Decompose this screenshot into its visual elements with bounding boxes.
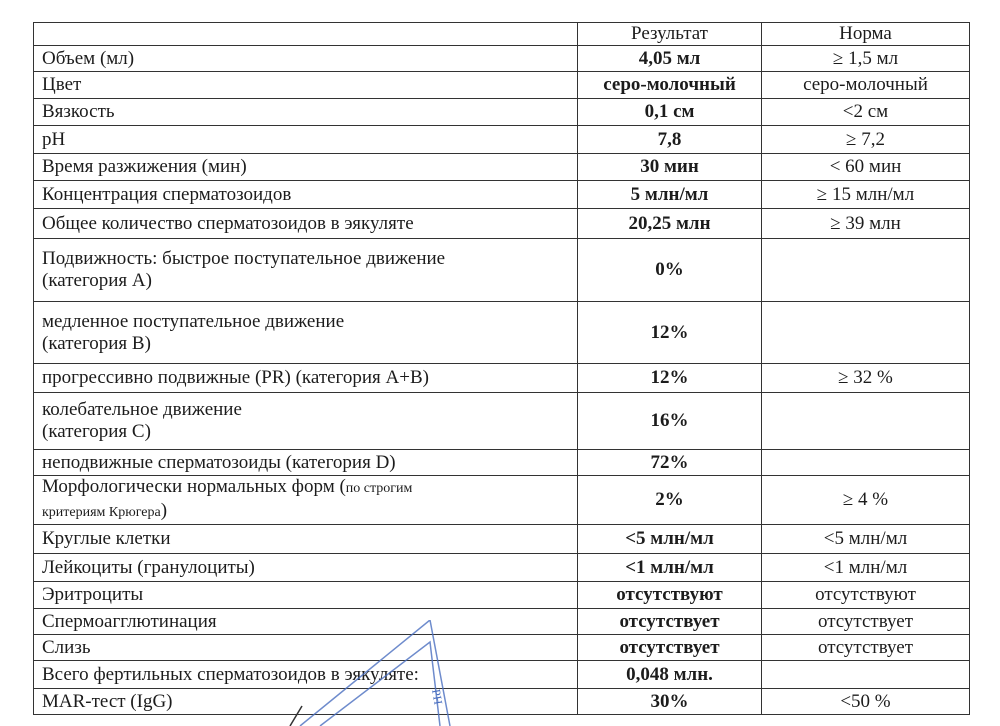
row-label bbox=[34, 154, 578, 181]
table-row bbox=[34, 609, 970, 635]
semen-analysis-table bbox=[33, 22, 970, 715]
label-text: по строгим bbox=[345, 481, 413, 496]
table-row bbox=[34, 554, 970, 582]
row-label bbox=[34, 661, 578, 689]
table-row bbox=[34, 476, 970, 525]
row-label bbox=[34, 393, 578, 450]
row-label bbox=[34, 99, 578, 126]
row-label bbox=[34, 239, 578, 302]
result-value: отсутствует bbox=[578, 635, 762, 661]
row-label bbox=[34, 209, 578, 239]
label-text: медленное поступательное движение bbox=[42, 310, 345, 332]
label-text: неподвижные сперматозоиды (категория D) bbox=[42, 451, 396, 473]
table-row bbox=[34, 46, 970, 72]
norm-value bbox=[762, 450, 970, 476]
row-label bbox=[34, 554, 578, 582]
row-label bbox=[34, 582, 578, 609]
label-text: Всего фертильных сперматозоидов в эякуляте: bbox=[42, 663, 419, 685]
result-value: 0% bbox=[578, 239, 762, 302]
norm-value: <50 % bbox=[762, 689, 970, 715]
table-row bbox=[34, 126, 970, 154]
table-row bbox=[34, 661, 970, 689]
label-text: колебательное движение bbox=[42, 399, 242, 420]
row-label bbox=[34, 450, 578, 476]
table-row bbox=[34, 393, 970, 450]
label-text: Общее количество сперматозоидов в эякуляте bbox=[42, 212, 414, 234]
label-text: прогрессивно подвижные (PR) (категория А+В) bbox=[42, 367, 429, 388]
result-value: <1 млн/мл bbox=[578, 554, 762, 582]
label-text: Лейкоциты (гранулоциты) bbox=[42, 556, 255, 578]
label-text: Круглые клетки bbox=[42, 528, 171, 549]
table-row bbox=[34, 450, 970, 476]
label-text: Концентрация сперматозоидов bbox=[42, 183, 292, 205]
norm-value bbox=[762, 393, 970, 450]
result-value: 12% bbox=[578, 364, 762, 393]
result-value: 0,1 см bbox=[578, 99, 762, 126]
result-value: 16% bbox=[578, 393, 762, 450]
label-text: Подвижность: быстрое поступательное движение bbox=[42, 248, 446, 269]
norm-value: серо-молочный bbox=[762, 72, 970, 99]
table-row bbox=[34, 181, 970, 209]
row-label bbox=[34, 46, 578, 72]
norm-value: ≥ 15 млн/мл bbox=[762, 181, 970, 209]
norm-value: <5 млн/мл bbox=[762, 525, 970, 554]
table-row bbox=[34, 635, 970, 661]
norm-value: <2 см bbox=[762, 99, 970, 126]
table-row bbox=[34, 99, 970, 126]
label-text: критериям Крюгера bbox=[42, 505, 161, 520]
stamp-text: РН bbox=[429, 688, 446, 706]
row-label bbox=[34, 72, 578, 99]
label-text: (категория А) bbox=[42, 270, 152, 291]
label-text: Морфологически нормальных форм ( bbox=[42, 476, 346, 497]
label-text: Время разжижения (мин) bbox=[42, 156, 247, 177]
label-text: MAR-тест (IgG) bbox=[42, 690, 173, 712]
row-label bbox=[34, 364, 578, 393]
label-text: Объем (мл) bbox=[42, 47, 135, 69]
label-text: Вязкость bbox=[42, 101, 115, 122]
norm-value bbox=[762, 302, 970, 364]
label-text: Эритроциты bbox=[42, 584, 144, 605]
header-norm: Норма bbox=[762, 23, 970, 46]
result-value: 20,25 млн bbox=[578, 209, 762, 239]
table-row bbox=[34, 582, 970, 609]
result-value: отсутствует bbox=[578, 609, 762, 635]
label-text: Спермоагглютинация bbox=[42, 610, 217, 632]
table-row bbox=[34, 364, 970, 393]
label-text: ) bbox=[160, 500, 168, 521]
result-value: 2% bbox=[578, 476, 762, 525]
table-row bbox=[34, 239, 970, 302]
norm-value bbox=[762, 239, 970, 302]
row-label bbox=[34, 635, 578, 661]
result-value: серо-молочный bbox=[578, 72, 762, 99]
result-value: 12% bbox=[578, 302, 762, 364]
norm-value: < 60 мин bbox=[762, 154, 970, 181]
table-row bbox=[34, 72, 970, 99]
result-value: отсутствуют bbox=[578, 582, 762, 609]
result-value: 5 млн/мл bbox=[578, 181, 762, 209]
result-value: <5 млн/мл bbox=[578, 525, 762, 554]
header-empty bbox=[34, 23, 578, 46]
result-value: 7,8 bbox=[578, 126, 762, 154]
label-text: pH bbox=[42, 128, 66, 150]
norm-value: ≥ 1,5 мл bbox=[762, 46, 970, 72]
row-label bbox=[34, 525, 578, 554]
header-result: Результат bbox=[578, 23, 762, 46]
norm-value: отсутствует bbox=[762, 635, 970, 661]
row-label bbox=[34, 302, 578, 364]
row-label bbox=[34, 689, 578, 715]
norm-value: ≥ 32 % bbox=[762, 364, 970, 393]
label-text: Слизь bbox=[42, 636, 91, 658]
row-label bbox=[34, 181, 578, 209]
result-value: 30 мин bbox=[578, 154, 762, 181]
result-value: 4,05 мл bbox=[578, 46, 762, 72]
label-text: Цвет bbox=[42, 74, 82, 95]
table-row bbox=[34, 689, 970, 715]
label-text: (категория В) bbox=[42, 332, 151, 354]
norm-value bbox=[762, 661, 970, 689]
norm-value: ≥ 7,2 bbox=[762, 126, 970, 154]
row-label bbox=[34, 609, 578, 635]
row-label bbox=[34, 126, 578, 154]
label-text: (категория С) bbox=[42, 421, 151, 442]
table-row bbox=[34, 302, 970, 364]
header-row bbox=[34, 23, 970, 46]
result-value: 0,048 млн. bbox=[578, 661, 762, 689]
norm-value: ≥ 39 млн bbox=[762, 209, 970, 239]
table-row bbox=[34, 154, 970, 181]
norm-value: отсутствует bbox=[762, 609, 970, 635]
norm-value: <1 млн/мл bbox=[762, 554, 970, 582]
table-row bbox=[34, 209, 970, 239]
row-label bbox=[34, 476, 578, 525]
table-row bbox=[34, 525, 970, 554]
norm-value: отсутствуют bbox=[762, 582, 970, 609]
norm-value: ≥ 4 % bbox=[762, 476, 970, 525]
result-value: 72% bbox=[578, 450, 762, 476]
result-value: 30% bbox=[578, 689, 762, 715]
